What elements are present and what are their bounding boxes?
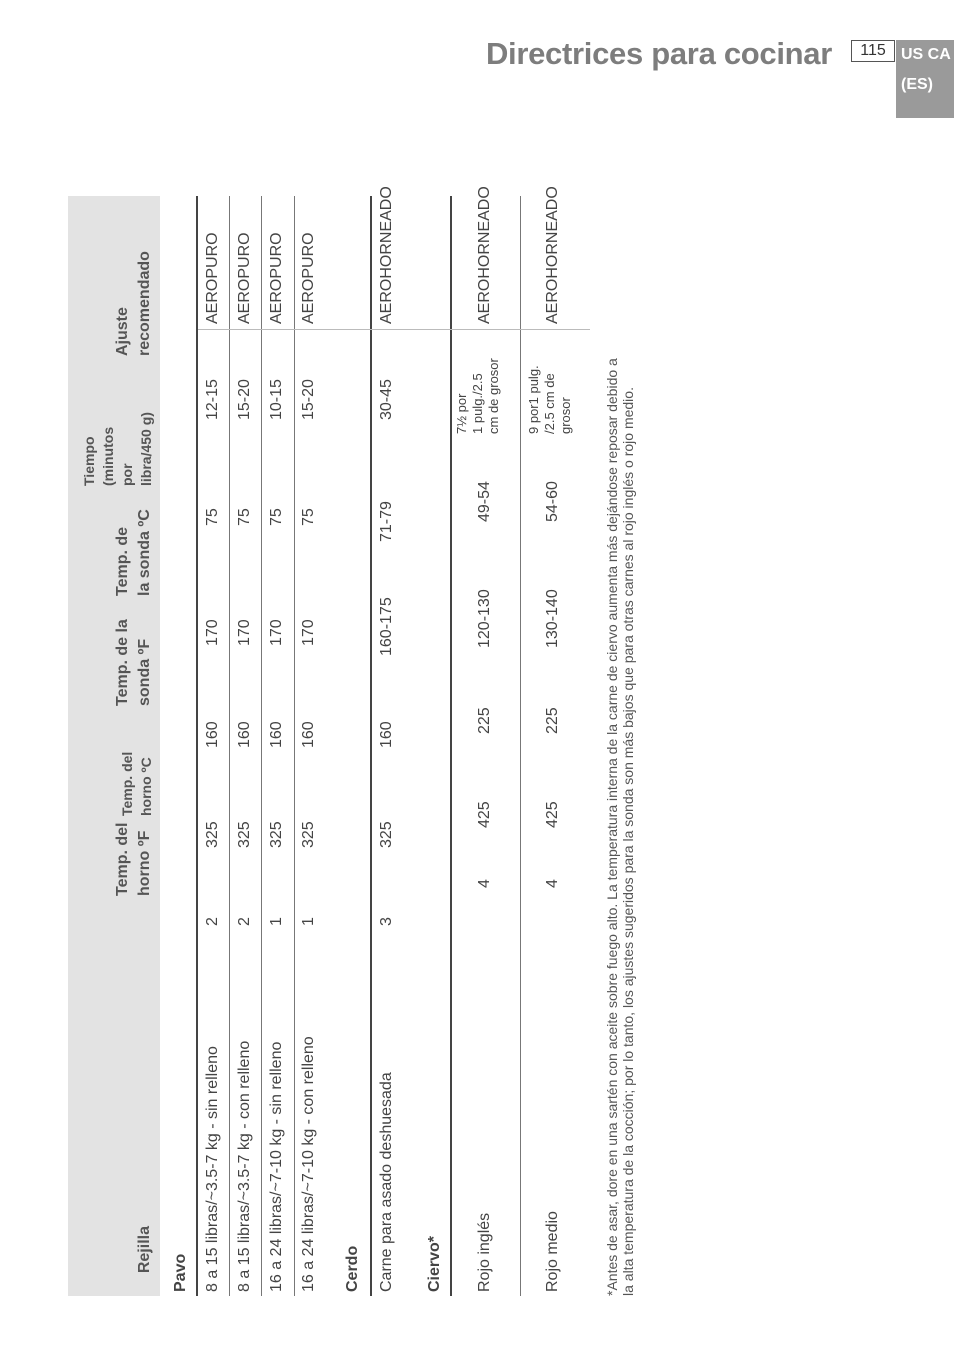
row4-oven-c: 160 [300, 721, 317, 748]
row6-rack: 4 [476, 879, 493, 888]
rule-ciervo [450, 196, 452, 1296]
row6-oven-c: 225 [476, 707, 493, 734]
col-setting-line1: Ajuste [114, 307, 131, 356]
table-header [68, 196, 160, 1296]
row5-oven-c: 160 [378, 721, 395, 748]
setting-divider [198, 329, 590, 330]
row3-time: 10-15 [268, 379, 285, 420]
col-rack: Rejilla [136, 1226, 153, 1274]
row2-probe-c: 75 [236, 508, 253, 526]
row3-rack: 1 [268, 917, 285, 926]
region-tab-line1: US CA [901, 46, 951, 63]
row4-probe-c: 75 [300, 508, 317, 526]
category-cerdo: Cerdo [344, 1245, 361, 1292]
row1-oven-c: 160 [204, 721, 221, 748]
category-ciervo: Ciervo* [426, 1235, 443, 1292]
page-number: 115 [851, 40, 895, 62]
row4-probe-f: 170 [300, 619, 317, 646]
row7-name: Rojo medio [544, 1211, 561, 1292]
row3-oven-c: 160 [268, 721, 285, 748]
col-oven-c-line2: horno ºC [138, 757, 154, 816]
col-probe-c [112, 509, 156, 596]
row3-oven-f: 325 [268, 821, 285, 848]
row7-oven-f: 425 [544, 801, 561, 828]
row4-oven-f: 325 [300, 821, 317, 848]
col-probe-f-line2: sonda ºF [136, 638, 153, 706]
row1-setting: AEROPURO [204, 232, 221, 324]
row7-time-line3: grosor [558, 397, 573, 434]
row2-oven-c: 160 [236, 721, 253, 748]
col-oven-c-line1: Temp. del [119, 751, 135, 816]
row2-name: 8 a 15 libras/~3.5-7 kg - con relleno [236, 1040, 253, 1292]
category-pavo: Pavo [172, 1253, 189, 1292]
row2-probe-f: 170 [236, 619, 253, 646]
col-probe-f-line1: Temp. de la [114, 619, 131, 706]
row6-oven-f: 425 [476, 801, 493, 828]
col-setting-line2: recomendado [136, 251, 153, 356]
col-time [80, 412, 156, 486]
region-tab-line2: (ES) [901, 76, 933, 93]
region-tab [896, 40, 954, 118]
row4-rack: 1 [300, 917, 317, 926]
row1-rack: 2 [204, 917, 221, 926]
row5-time: 30-45 [378, 379, 395, 420]
row1-time: 12-15 [204, 379, 221, 420]
row5-probe-c: 71-79 [378, 501, 395, 542]
row1-name: 8 a 15 libras/~3.5-7 kg - sin relleno [204, 1046, 221, 1292]
col-time-line2: (minutos [100, 426, 116, 486]
footnote-line2: la alta temperatura de la cocción; por lo tanto, los ajustes sugeridos para la sonda son más bajos que para otras carnes al rojo inglés o rojo medio. [620, 387, 636, 1296]
row3-probe-f: 170 [268, 619, 285, 646]
row2-oven-f: 325 [236, 821, 253, 848]
row5-oven-f: 325 [378, 821, 395, 848]
row6-probe-c: 49-54 [476, 481, 493, 522]
col-oven-f-line2: horno ºF [136, 830, 153, 896]
rule-row3 [294, 196, 295, 1296]
row6-time-line2: 1 pulg./2.5 [470, 373, 485, 434]
row6-probe-f: 120-130 [476, 589, 493, 648]
row7-rack: 4 [544, 879, 561, 888]
col-probe-c-line2: la sonda ºC [136, 509, 153, 596]
row4-time: 15-20 [300, 379, 317, 420]
row5-probe-f: 160-175 [378, 597, 395, 656]
rule-cerdo [370, 196, 372, 1296]
row5-rack: 3 [378, 917, 395, 926]
row6-time-line3: cm de grosor [486, 358, 501, 434]
cooking-table [68, 186, 668, 1296]
row3-setting: AEROPURO [268, 232, 285, 324]
col-probe-f [112, 619, 156, 706]
col-oven-f-line1: Temp. del [114, 822, 131, 896]
row6-setting: AEROHORNEADO [476, 186, 493, 324]
col-setting [112, 251, 156, 356]
row1-probe-c: 75 [204, 508, 221, 526]
rule-row6 [520, 196, 521, 1296]
row6-time-line1: 7½ por [454, 393, 469, 434]
row6-name: Rojo inglés [476, 1212, 493, 1292]
row1-probe-f: 170 [204, 619, 221, 646]
row3-probe-c: 75 [268, 508, 285, 526]
row7-probe-f: 130-140 [544, 589, 561, 648]
col-probe-c-line1: Temp. de [114, 526, 131, 596]
row2-time: 15-20 [236, 379, 253, 420]
rule-row2 [261, 196, 262, 1296]
row7-probe-c: 54-60 [544, 481, 561, 522]
rule-pavo [196, 196, 198, 1296]
col-time-line3: por [119, 463, 135, 486]
row7-setting: AEROHORNEADO [544, 186, 561, 324]
rule-row1 [229, 196, 230, 1296]
row2-setting: AEROPURO [236, 232, 253, 324]
row7-time [526, 332, 574, 434]
row7-time-line1: 9 por1 pulg. [526, 365, 541, 434]
row7-time-line2: /2.5 cm de [542, 373, 557, 434]
row4-setting: AEROPURO [300, 232, 317, 324]
row3-name: 16 a 24 libras/~7-10 kg - sin relleno [268, 1041, 285, 1292]
row7-oven-c: 225 [544, 707, 561, 734]
col-time-line4: libra/450 g) [138, 412, 154, 486]
row6-time [454, 332, 502, 434]
col-oven-c [118, 752, 156, 816]
row5-setting: AEROHORNEADO [378, 186, 395, 324]
page-title: Directrices para cocinar [485, 36, 832, 71]
row1-oven-f: 325 [204, 821, 221, 848]
row5-name: Carne para asado deshuesada [378, 1072, 395, 1292]
footnote-line1: *Antes de asar, dore en una sartén con aceite sobre fuego alto. La temperatura interna de la carne de ciervo aumenta más dejándose reposar debido a [604, 358, 620, 1296]
row2-rack: 2 [236, 917, 253, 926]
row4-name: 16 a 24 libras/~7-10 kg - con relleno [300, 1036, 317, 1292]
col-time-line1: Tiempo [81, 436, 97, 486]
col-oven-f [112, 823, 156, 897]
